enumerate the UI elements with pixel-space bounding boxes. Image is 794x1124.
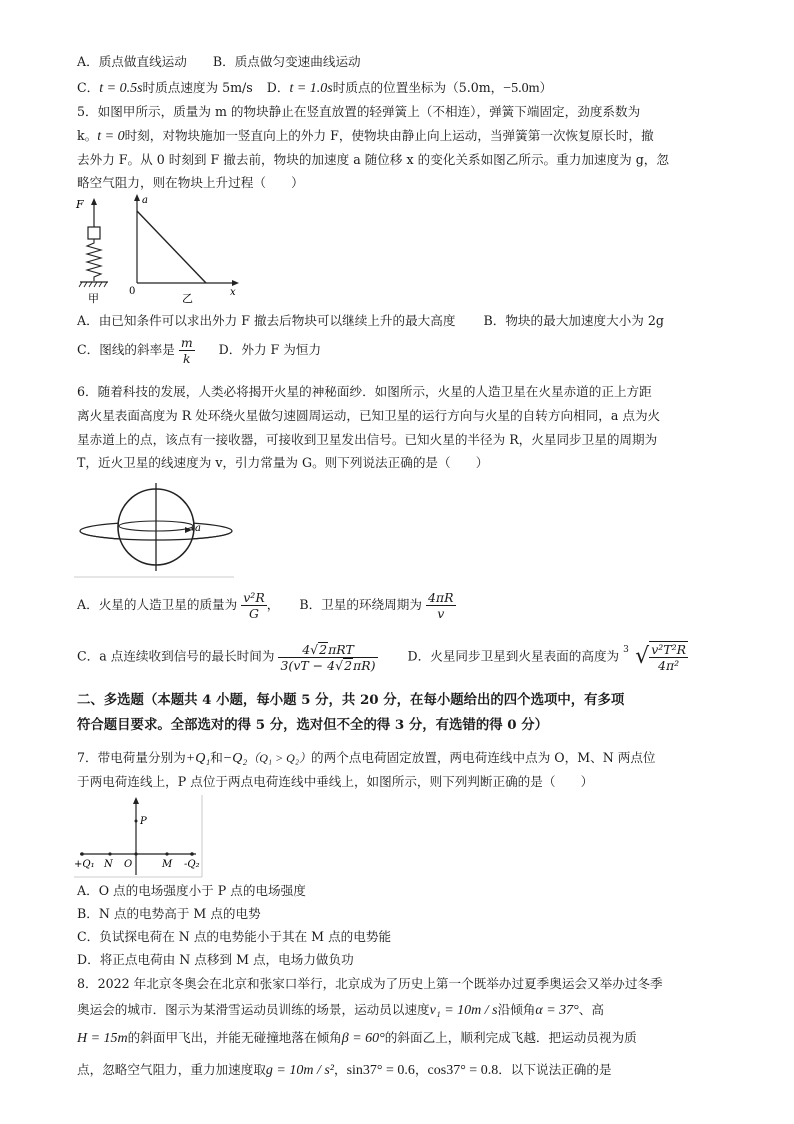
q5-stem-line1: 5．如图甲所示，质量为 m 的物块静止在竖直放置的轻弹簧上（不相连），弹簧下端固定，劲度系数为 (77, 104, 641, 119)
q8-stem-line3 (77, 1030, 637, 1047)
q5-option-a: A．由已知条件可以求出外力 F 撤去后物块可以继续上升的最大高度 (77, 313, 456, 328)
q8-stem-line2-mid: 沿倾角 (497, 1002, 536, 1017)
q5-t0: t = 0 (97, 129, 125, 144)
q7-charge-q1: +Q₁ (185, 751, 211, 766)
q7-charge-q1-dot (80, 852, 84, 856)
q5-stem-line3: 去外力 F。从 0 时刻到 F 撤去前，物块的加速度 a 随位移 x 的变化关系如图乙所示。重力加速度为 g，忽 (77, 152, 669, 167)
q7-option-c: C．负试探电荷在 N 点的电势能小于其在 M 点的电势能 (77, 929, 392, 944)
q6-option-c-den-rest: πR) (353, 657, 376, 673)
q7-option-b: B．N 点的电势高于 M 点的电势 (77, 906, 261, 921)
q6-option-c-num-coef: 4 (302, 641, 311, 657)
q5-k: k。 (77, 128, 98, 143)
q6-fig-a-label: a (195, 523, 201, 534)
q6-option-c-prefix: C．a 点连续收到信号的最长时间为 (77, 648, 275, 664)
q5-block (88, 227, 100, 239)
q5-spring (87, 239, 101, 281)
q4-option-c-time: t = 0.5s (99, 81, 143, 96)
q7-point-n (108, 852, 111, 855)
q8-stem-line4-text: 点，忽略空气阻力，重力加速度取 (77, 1062, 266, 1077)
q8-sin37: sin37° = 0.6 (346, 1063, 415, 1078)
q5-option-c-num: m (180, 335, 193, 350)
q8-stem-line4-end: ．以下说法正确的是 (498, 1062, 612, 1077)
q7-charge-q2-dot (190, 852, 194, 856)
q7-perp-arrow (133, 797, 139, 804)
q5-force-arrowhead (91, 198, 97, 205)
q5-fig-jia: 甲 (88, 292, 99, 305)
q6-option-d-den: 4π² (658, 658, 680, 673)
q7-fig-o: O (124, 859, 133, 870)
q7-charge-q2: −Q₂ (222, 751, 248, 766)
q7-and: 和 (210, 750, 223, 765)
q6-option-d-num: v²T²R (651, 642, 687, 657)
q4-option-d-close: ） (539, 80, 553, 95)
q4-option-d-text: 时质点的位置坐标为（5.0m， (332, 80, 504, 95)
q6-option-a-fraction (241, 590, 266, 621)
q6-option-b-prefix: B．卫星的环绕周期为 (299, 597, 422, 612)
q8-height: H = 15m (77, 1031, 128, 1046)
q7-stem-line1-rest: 的两个点电荷固定放置，两电荷连线中点为 O，M、N 两点位 (311, 750, 656, 765)
q7-fig-q2: -Q₂ (184, 859, 200, 870)
q8-alpha: α = 37° (535, 1003, 579, 1018)
q8-sep1: ， (334, 1062, 347, 1077)
q6-stem-line4: T，近火卫星的线速度为 v，引力常量为 G。则下列说法正确的是（ ） (77, 455, 489, 470)
q6-option-b-fraction (426, 590, 456, 621)
q6-options-ab (77, 590, 456, 621)
q6-option-d-fraction (649, 641, 688, 673)
q5-fig-force-label: F (76, 198, 84, 211)
q6-option-d-prefix: D．火星同步卫星到火星表面的高度为 (407, 648, 620, 664)
q7-fig-p: P (140, 816, 147, 827)
q7-stem-prefix: 7．带电荷量分别为 (77, 750, 186, 765)
q6-options-cd (77, 641, 688, 673)
q7-option-a: A．O 点的电场强度小于 P 点的电场强度 (77, 883, 306, 898)
q6-stem-line1: 6．随着科技的发展，人类必将揭开火星的神秘面纱．如图所示，火星的人造卫星在火星赤道的正上方距 (77, 384, 652, 399)
q8-stem-line2 (77, 1002, 604, 1019)
q7-fig-m: M (162, 859, 173, 870)
q6-option-a-num: v²R (243, 590, 265, 605)
q6-figure (74, 483, 239, 579)
q5-ground-hatch (79, 282, 107, 287)
q6-option-c-fraction (278, 642, 377, 673)
q6-option-d-index: 3 (623, 645, 629, 655)
q7-stem-line2: 于两电荷连线上，P 点位于两点电荷连线中垂线上，如图所示，则下列判断正确的是（ ） (77, 774, 594, 789)
q8-stem-line4 (77, 1062, 612, 1079)
q6-option-b-num: 4πR (427, 590, 454, 605)
q5-stem-line4: 略空气阻力，则在物块上升过程（ ） (77, 175, 304, 190)
q8-stem-line2-end: 、高 (578, 1002, 604, 1017)
q6-option-a-comma: ， (266, 597, 280, 612)
q5-graph-a-label: a (142, 195, 148, 206)
q6-option-b-den: v (437, 606, 445, 621)
q6-option-a-den: G (248, 606, 259, 621)
q8-stem-line1: 8．2022 年北京冬奥会在北京和张家口举行，北京成为了历史上第一个既举办过夏季奥运会又举办过冬季 (77, 976, 663, 991)
q8-sep2: ， (414, 1062, 428, 1077)
q6-option-a-prefix: A．火星的人造卫星的质量为 (77, 597, 238, 612)
q5-option-c-den: k (182, 351, 191, 366)
q5-graph-origin: 0 (129, 286, 136, 297)
q7-option-d: D．将正点电荷由 N 点移到 M 点，电场力做负功 (77, 952, 354, 967)
q6-option-c-den: 3(vT − 4√2πR) (280, 657, 376, 673)
q4-option-c-text: 时质点速度为 5m/s (142, 80, 253, 95)
q4-option-a: A．质点做直线运动 (77, 54, 187, 69)
q5-fig-yi: 乙 (182, 292, 193, 305)
q7-fig-q1: +Q₁ (74, 859, 95, 870)
q4-options-ab (77, 54, 361, 70)
q4-option-d-prefix: D． (266, 80, 290, 95)
q6-stem-line3: 星赤道上的点，该点有一接收器，可接收到卫星发出信号。已知火星的半径为 R，火星同步卫星的周期为 (77, 432, 658, 447)
q8-stem-line3-mid: 的斜面甲飞出，并能无碰撞地落在倾角 (127, 1030, 342, 1045)
q5-figure (74, 193, 244, 305)
q8-stem-line3-end: 的斜面乙上，顺利完成飞越．把运动员视为质 (384, 1030, 637, 1045)
q5-option-b: B．物块的最大加速度大小为 2g (483, 313, 664, 328)
q5-stem-line2 (77, 128, 654, 145)
q6-option-d-root: 3 √ $\frac{\text{v²T²R}}{\text{4π²}}$ (623, 641, 688, 673)
q4-option-d-value: −5.0m (503, 81, 540, 96)
q7-figure (74, 795, 206, 879)
q7-point-p (135, 820, 138, 823)
q5-graph-y-arrow (134, 194, 140, 201)
q8-beta: β = 60° (341, 1031, 385, 1046)
q6-option-c-den-head: 3(vT − 4 (280, 657, 336, 673)
q5-graph-line (137, 211, 206, 283)
q5-graph-x-label: x (230, 287, 236, 298)
q6-option-c-den-radicand: 2 (344, 657, 353, 673)
q5-options-cd (77, 335, 321, 366)
q7-point-m (165, 852, 168, 855)
q6-stem-line2: 离火星表面高度为 R 处环绕火星做匀速圆周运动，已知卫星的运行方向与火星的自转方向相同，a 点为火 (77, 408, 661, 423)
q7-fig-n: N (104, 859, 113, 870)
q4-option-c-prefix: C． (77, 80, 100, 95)
q5-option-d: D．外力 F 为恒力 (218, 342, 322, 357)
q6-option-c-num-rest: πRT (328, 641, 354, 657)
q5-graph-x-arrow (232, 280, 239, 286)
q4-options-cd (77, 80, 552, 97)
q7-condition: （Q₁ > Q₂） (247, 751, 312, 765)
section-multi-choice-heading-line1: 二、多选题（本题共 4 小题，每小题 5 分，共 20 分，在每小题给出的四个选项中，有多项 (77, 692, 625, 708)
q5-option-c-prefix: C．图线的斜率是 (77, 342, 175, 357)
q8-gravity: g = 10m / s² (265, 1063, 334, 1078)
q5-options-ab (77, 313, 664, 329)
q8-cos37: cos37° = 0.8 (427, 1063, 499, 1078)
q8-velocity: v₁ = 10m / s (429, 1003, 498, 1018)
section-multi-choice-heading-line2: 符合题目要求。全部选对的得 5 分，选对但不全的得 3 分，有选错的得 0 分） (77, 717, 549, 733)
q7-stem-line1 (77, 750, 656, 767)
q6-option-c-num-radicand: 2 (319, 641, 328, 657)
q6-option-c-num: 4√2πRT (278, 642, 377, 658)
q4-option-b: B．质点做匀变速曲线运动 (212, 54, 361, 69)
q5-option-c-fraction (179, 335, 195, 366)
q8-stem-line2-text: 奥运会的城市．图示为某滑雪运动员训练的场景，运动员以速度 (77, 1002, 430, 1017)
q7-point-o (134, 852, 137, 855)
q5-stem-line2-text: 时刻，对物块施加一竖直向上的外力 F，使物块由静止向上运动，当弹簧第一次恢复原长时，撤 (124, 128, 654, 143)
q4-option-d-time: t = 1.0s (289, 81, 333, 96)
